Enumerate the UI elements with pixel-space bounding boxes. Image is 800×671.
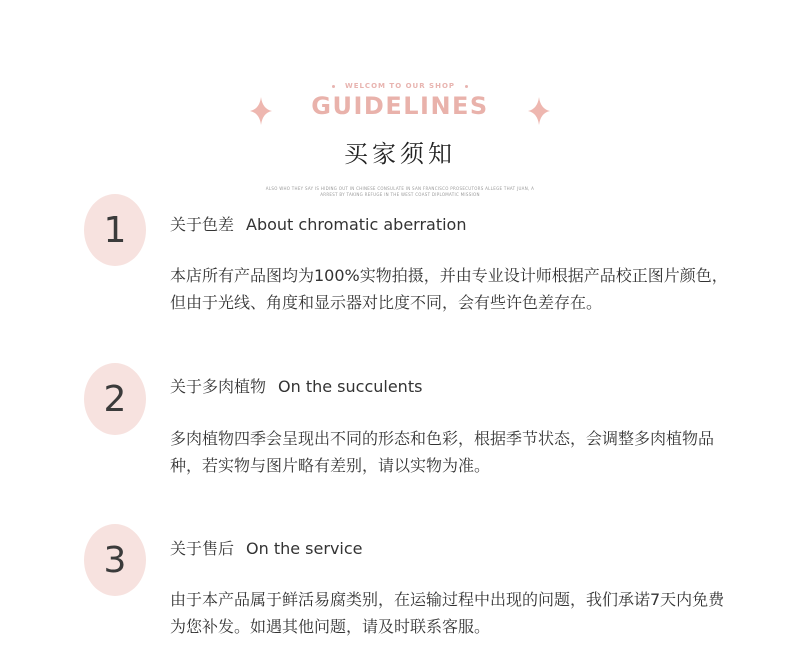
section-title-en: On the succulents xyxy=(278,377,423,396)
fine-print-line: ARREST BY TAKING REFUGE IN THE WEST COAST DIPLOMATIC MISSION xyxy=(320,192,480,197)
section-number: 1 xyxy=(84,194,146,266)
section-title-en: On the service xyxy=(246,539,363,558)
section-title-cn: 关于售后 xyxy=(170,539,235,558)
section-body: 本店所有产品图均为100%实物拍摄，并由专业设计师根据产品校正图片颜色，但由于光线、角度和显示器对比度不同，会有些许色差存在。 xyxy=(170,266,728,312)
section-title xyxy=(170,374,422,397)
section-title xyxy=(170,212,466,235)
header xyxy=(0,0,800,200)
section-body: 由于本产品属于鲜活易腐类别，在运输过程中出现的问题，我们承诺7天内免费为您补发。如遇其他问题，请及时联系客服。 xyxy=(170,590,725,636)
section-title-cn: 关于色差 xyxy=(170,215,235,234)
section-number: 2 xyxy=(84,363,146,435)
welcome-line xyxy=(0,82,800,90)
section-title-en: About chromatic aberration xyxy=(246,215,467,234)
section-title-cn: 关于多肉植物 xyxy=(170,377,267,396)
welcome-text: WELCOM TO OUR SHOP xyxy=(344,82,456,90)
dot-icon xyxy=(465,85,468,88)
fine-print-line: ALSO WHO THEY SAY IS HIDING OUT IN CHINESE CONSULATE IN SAN FRANCISCO PROSECUTORS ALLEGE THAT JUAN, A xyxy=(265,186,535,191)
section-body: 多肉植物四季会呈现出不同的形态和色彩，根据季节状态，会调整多肉植物品种，若实物与图片略有差别，请以实物为准。 xyxy=(170,429,715,475)
sparkle-icon xyxy=(528,97,550,125)
page-title: GUIDELINES xyxy=(311,92,489,120)
dot-icon xyxy=(332,85,335,88)
section-title xyxy=(170,536,363,559)
section-number: 3 xyxy=(84,524,146,596)
page-subtitle: 买家须知 xyxy=(344,140,456,168)
